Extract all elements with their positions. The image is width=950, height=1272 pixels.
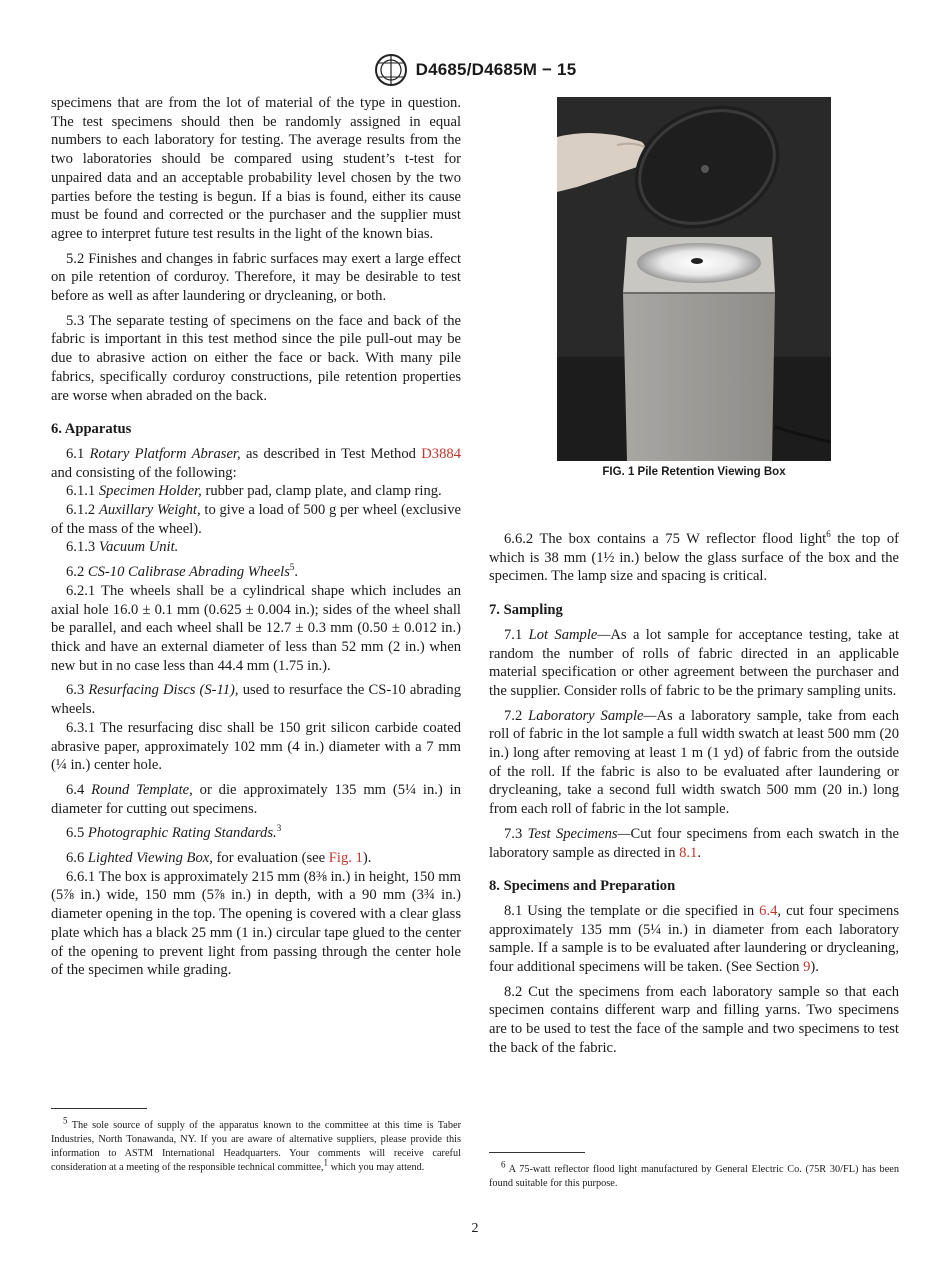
paragraph-6-4: 6.4 Round Template, or die approximately 135 mm (5¼ in.) in diameter for cutting out specimens. (51, 781, 461, 817)
paragraph-6-3-1: 6.3.1 The resurfacing disc shall be 150 grit silicon carbide coated abrasive paper, approximately 102 mm (4 in.) diameter with a 7 mm (¼ in.) center hole. (51, 719, 461, 774)
document-id: D4685/D4685M − 15 (415, 60, 577, 79)
viewing-box-image (557, 97, 831, 461)
paragraph-6-6-1: 6.6.1 The box is approximately 215 mm (8⅜ in.) in height, 150 mm (5⅞ in.) wide, 150 mm (5⅞ in.) in depth, with a 90 mm (3¾ in.) diameter opening in the top. The opening is covered with a clear glass plate which has a black 25 mm (1 in.) circular tape glued to the center of the opening to prevent light from passing through the center hole of the specimen while grading. (51, 868, 461, 979)
paragraph-6-6-2: 6.6.2 The box contains a 75 W reflector flood light$^6$ the top of which is 38 mm (1½ in.) below the glass surface of the box and the specimen. The lamp size and spacing is critical. (489, 529, 899, 585)
section-8-heading: 8. Specimens and Preparation (489, 878, 676, 895)
paragraph-8-1: 8.1 Using the template or die specified in 6.4, cut four specimens approximately 135 mm (5¼ in.) in diameter from each laboratory sample. If a sample is to be evaluated after laundering or drycleaning, four additional specimens will be taken. (See Section 9). (489, 902, 899, 976)
paragraph-6-2: 6.2 CS-10 Calibrase Abrading Wheels$^5$. (66, 562, 299, 581)
paragraph-6-2-1: 6.2.1 The wheels shall be a cylindrical shape which includes an axial hole 16.0 ± 0.1 mm (0.625 ± 0.004 in.); sides of the wheel shall be parallel, and each wheel shall be 12.7 ± 0.3 mm (0.50 ± 0.012 in.) thick and have an external diameter of less than 52 mm (2 in.) when new but in no case less than 44.4 mm (1.75 in.). (51, 582, 461, 674)
footnote-5: $^5$ The sole source of supply of the apparatus known to the committee at this time is Taber Industries, North Tonawanda, NY. If you are aware of alternative suppliers, please provide this information to ASTM International Headquarters. Your comments will receive careful consideration at a meeting of the responsible technical committee,$^1$ which you may attend. (51, 1115, 462, 1173)
paragraph-7-3: 7.3 Test Specimens—Cut four specimens from each swatch in the laboratory sample as directed in 8.1. (489, 825, 899, 861)
paragraph-5-1-cont: specimens that are from the lot of material of the type in question. The test specimens should then be randomly assigned in equal numbers to each laboratory for testing. The average results from the two laboratories should be compared using student’s t-test for unpaired data and an acceptable probability level chosen by the two parties before the testing is begun. If a bias is found, either its cause must be found and corrected or the purchaser and the supplier must agree to interpret future test results in the light of the known bias. (51, 95, 461, 242)
paragraph-6-5: 6.5 Photographic Rating Standards.$^3$ (66, 823, 282, 842)
link-6-4[interactable]: 6.4 (759, 902, 778, 919)
footnote-rule-left (51, 1108, 147, 1109)
link-8-1[interactable]: 8.1 (679, 844, 698, 861)
section-7-heading: 7. Sampling (489, 602, 563, 619)
astm-logo (374, 53, 408, 87)
figure-1-caption: FIG. 1 Pile Retention Viewing Box (602, 466, 786, 478)
paragraph-8-2: 8.2 Cut the specimens from each laboratory sample so that each specimen contains different warp and filling yarns. Two specimens are to be used to test the face of the sample and two specimens to test the back of the fabric. (489, 983, 899, 1056)
paragraph-6-3: 6.3 Resurfacing Discs (S-11), used to resurface the CS-10 abrading wheels. (51, 682, 461, 718)
paragraph-6-1-1: 6.1.1 Specimen Holder, rubber pad, clamp plate, and clamp ring. (66, 483, 442, 500)
figure-1-photo (557, 97, 831, 461)
paragraph-5-3: 5.3 The separate testing of specimens on the face and back of the fabric is important in this test method since the pile pull-out may be due to abrasive action on either the face or back. With many pile fabrics, specifically corduroy constructions, pile retention properties are worse when abraded on the back. (51, 312, 461, 404)
section-6-heading: 6. Apparatus (51, 421, 132, 438)
page-number: 2 (471, 1221, 479, 1236)
paragraph-6-1-3: 6.1.3 Vacuum Unit. (66, 539, 179, 556)
footnote-6: $^6$ A 75-watt reflector flood light manufactured by General Electric Co. (75R 30/FL) has been found suitable for this purpose. (489, 1159, 899, 1189)
left-column (51, 94, 461, 980)
paragraph-6-1-2: 6.1.2 Auxillary Weight, to give a load of 500 g per wheel (exclusive of the mass of the wheel). (51, 502, 461, 537)
paragraph-7-2: 7.2 Laboratory Sample—As a laboratory sample, take from each roll of fabric in the lot sample a full width swatch at least 500 mm (20 in.) long after removing at least 1 m (1 yd) of fabric from the outside of the roll. If the fabric is also to be evaluated after laundering or drycleaning, take a second full width swatch 500 mm (20 in.) long from each roll of fabric in the lot sample. (489, 707, 899, 818)
page-header (0, 53, 950, 92)
link-section-9[interactable]: 9 (803, 959, 811, 976)
paragraph-7-1: 7.1 Lot Sample—As a lot sample for acceptance testing, take at random the number of rolls of fabric directed in an applicable material specification or other agreement between the purchaser and the supplier. Consider rolls of fabric to be the primary sampling units. (489, 626, 899, 699)
paragraph-5-2: 5.2 Finishes and changes in fabric surfaces may exert a large effect on pile retention of corduroy. Therefore, it may be desirable to test before as well as after laundering or drycleaning, or both. (51, 250, 461, 305)
link-fig-1[interactable]: Fig. 1 (328, 850, 363, 867)
paragraph-6-6: 6.6 Lighted Viewing Box, for evaluation (see Fig. 1). (66, 850, 372, 867)
footnote-rule-right (489, 1152, 585, 1153)
paragraph-6-1: 6.1 Rotary Platform Abraser, as described in Test Method D3884 and consisting of the following: (51, 445, 461, 481)
link-d3884[interactable]: D3884 (421, 445, 461, 462)
right-column (489, 530, 899, 1058)
